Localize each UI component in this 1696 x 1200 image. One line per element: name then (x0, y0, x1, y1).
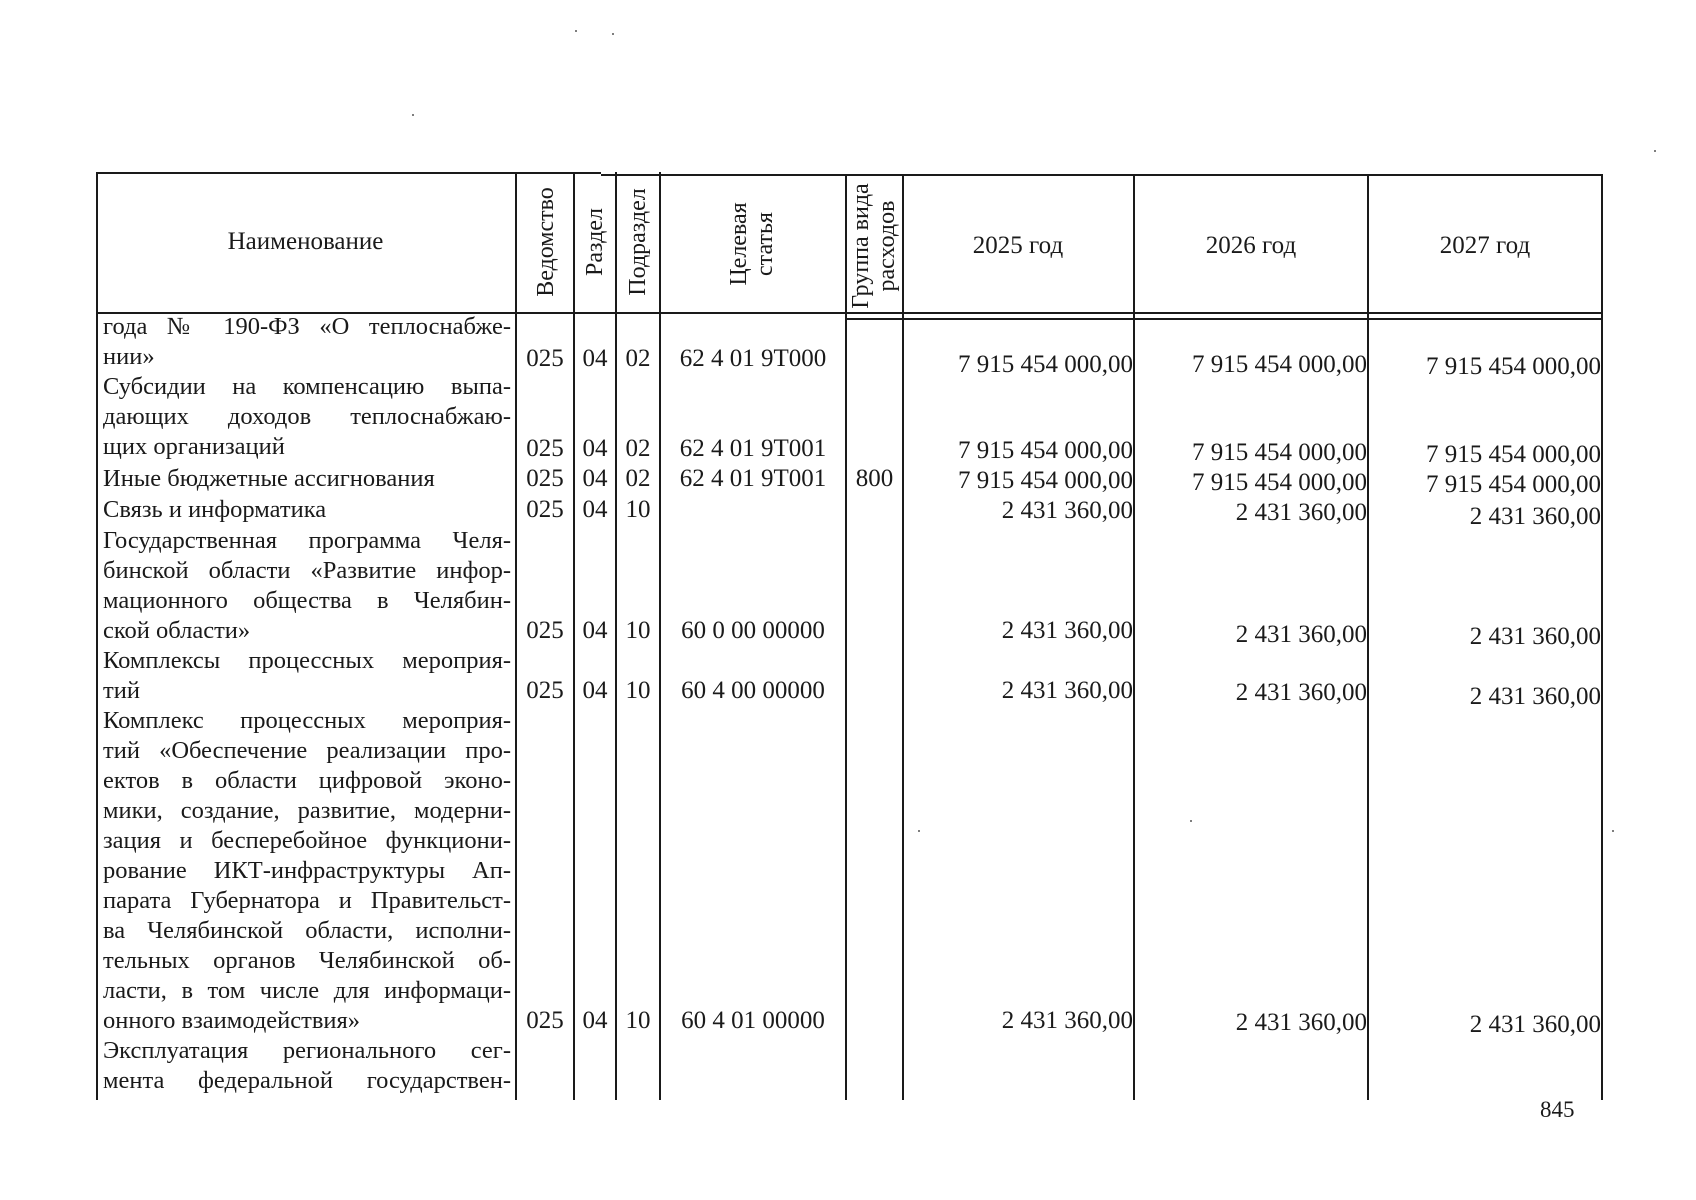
table-row-name (103, 646, 511, 706)
cell-section: 04 (582, 496, 608, 523)
header-name: Наименование (227, 228, 384, 255)
name-line: ской области» (103, 617, 251, 644)
table-row-name (103, 464, 511, 494)
col-border-target (845, 174, 847, 1100)
scan-speck (1190, 820, 1192, 822)
cell-dept: 025 (526, 465, 564, 492)
cell-target: 62 4 01 9Т001 (679, 465, 827, 492)
cell-2027: 2 431 360,00 (1469, 1011, 1601, 1038)
cell-target: 62 4 01 9Т001 (679, 435, 827, 462)
table-row-name (103, 372, 511, 462)
cell-dept: 025 (526, 677, 564, 704)
table-row-name (103, 526, 511, 646)
name-line: тий (103, 677, 140, 704)
name-line: мационного общества в Челябин- (103, 587, 511, 614)
cell-2027: 2 431 360,00 (1469, 683, 1601, 710)
cell-subsection: 10 (625, 677, 651, 704)
name-line: Комплекс процессных мероприя- (103, 707, 511, 734)
cell-subsection: 02 (625, 435, 651, 462)
name-line: бинской области «Развитие инфор- (103, 557, 511, 584)
table-row-name (103, 1036, 511, 1096)
cell-2025: 7 915 454 000,00 (958, 437, 1133, 464)
header-2025: 2025 год (972, 232, 1064, 259)
col-border-left (96, 172, 98, 1100)
cell-dept: 025 (526, 345, 564, 372)
cell-section: 04 (582, 435, 608, 462)
cell-section: 04 (582, 345, 608, 372)
cell-2026: 7 915 454 000,00 (1192, 439, 1367, 466)
col-border-right (1601, 174, 1603, 1100)
name-line: Эксплуатация регионального сег- (103, 1037, 511, 1064)
name-line: щих организаций (103, 433, 285, 460)
scan-speck (612, 33, 614, 35)
header-bottom-border (846, 318, 1603, 320)
cell-subsection: 10 (625, 617, 651, 644)
cell-2026: 2 431 360,00 (1235, 499, 1367, 526)
name-line: дающих доходов теплоснабжаю- (103, 403, 511, 430)
cell-exptype: 800 (855, 465, 894, 492)
name-line: Субсидии на компенсацию выпа- (103, 373, 511, 400)
scan-speck (412, 114, 414, 116)
name-line: мента федеральной государствен- (103, 1067, 511, 1094)
name-line: ласти, в том числе для информаци- (103, 977, 511, 1004)
name-line: Иные бюджетные ассигнования (103, 465, 435, 492)
cell-subsection: 02 (625, 345, 651, 372)
scan-speck (1612, 830, 1614, 832)
cell-2025: 2 431 360,00 (1001, 617, 1133, 644)
table-row-name (103, 706, 511, 1036)
header-target (726, 202, 778, 285)
cell-2025: 2 431 360,00 (1001, 497, 1133, 524)
name-line: тий «Обеспечение реализации про- (103, 737, 511, 764)
header-subsection: Подраздел (625, 188, 651, 296)
header-exptype-line1: Группа вида (848, 183, 874, 309)
cell-2025: 2 431 360,00 (1001, 1007, 1133, 1034)
header-exptype (848, 183, 900, 308)
table-row-name (103, 495, 511, 525)
name-line: ва Челябинской области, исполни- (103, 917, 511, 944)
page-number: 845 (1540, 1097, 1575, 1122)
scan-speck (1654, 150, 1656, 152)
cell-2026: 2 431 360,00 (1235, 679, 1367, 706)
name-line: нии» (103, 343, 155, 370)
cell-2026: 2 431 360,00 (1235, 1009, 1367, 1036)
cell-2027: 2 431 360,00 (1469, 623, 1601, 650)
cell-subsection: 10 (625, 1007, 651, 1034)
header-2026: 2026 год (1205, 232, 1297, 259)
cell-section: 04 (582, 1007, 608, 1034)
cell-target: 60 4 01 00000 (681, 1007, 825, 1034)
name-line: рование ИКТ-инфраструктуры Ап- (103, 857, 511, 884)
header-target-line2: статья (752, 212, 778, 276)
cell-dept: 025 (526, 496, 564, 523)
header-target-line1: Целевая (726, 202, 752, 286)
cell-section: 04 (582, 617, 608, 644)
cell-2026: 7 915 454 000,00 (1192, 469, 1367, 496)
cell-2026: 7 915 454 000,00 (1192, 351, 1367, 378)
cell-section: 04 (582, 677, 608, 704)
cell-dept: 025 (526, 617, 564, 644)
name-line: ектов в области цифровой эконо- (103, 767, 511, 794)
scan-speck (575, 30, 577, 32)
scan-speck (918, 830, 920, 832)
name-line: Государственная программа Челя- (103, 527, 511, 554)
header-exptype-line2: расходов (874, 200, 900, 292)
cell-target: 60 0 00 00000 (681, 617, 825, 644)
name-line: парата Губернатора и Правительст- (103, 887, 511, 914)
name-line: Связь и информатика (103, 496, 327, 523)
header-section: Раздел (582, 208, 608, 276)
name-line: онного взаимодействия» (103, 1007, 361, 1034)
cell-dept: 025 (526, 1007, 564, 1034)
cell-target: 60 4 00 00000 (681, 677, 825, 704)
name-line: мики, создание, развитие, модерни- (103, 797, 511, 824)
cell-2027: 7 915 454 000,00 (1426, 441, 1601, 468)
header-2027: 2027 год (1439, 232, 1531, 259)
cell-subsection: 10 (625, 496, 651, 523)
cell-2026: 2 431 360,00 (1235, 621, 1367, 648)
cell-section: 04 (582, 465, 608, 492)
cell-2027: 2 431 360,00 (1469, 503, 1601, 530)
cell-target: 62 4 01 9Т000 (679, 345, 827, 372)
cell-2025: 7 915 454 000,00 (958, 351, 1133, 378)
cell-2027: 7 915 454 000,00 (1426, 471, 1601, 498)
name-line: Комплексы процессных мероприя- (103, 647, 511, 674)
name-line: года № 190-ФЗ «О теплоснабже- (103, 313, 511, 340)
cell-2027: 7 915 454 000,00 (1426, 353, 1601, 380)
cell-2025: 7 915 454 000,00 (958, 467, 1133, 494)
header-dept: Ведомство (533, 187, 559, 297)
cell-dept: 025 (526, 435, 564, 462)
table-row-name (103, 312, 511, 372)
name-line: тельных органов Челябинской об- (103, 947, 511, 974)
cell-subsection: 02 (625, 465, 651, 492)
cell-2025: 2 431 360,00 (1001, 677, 1133, 704)
name-line: зация и бесперебойное функциони- (103, 827, 511, 854)
